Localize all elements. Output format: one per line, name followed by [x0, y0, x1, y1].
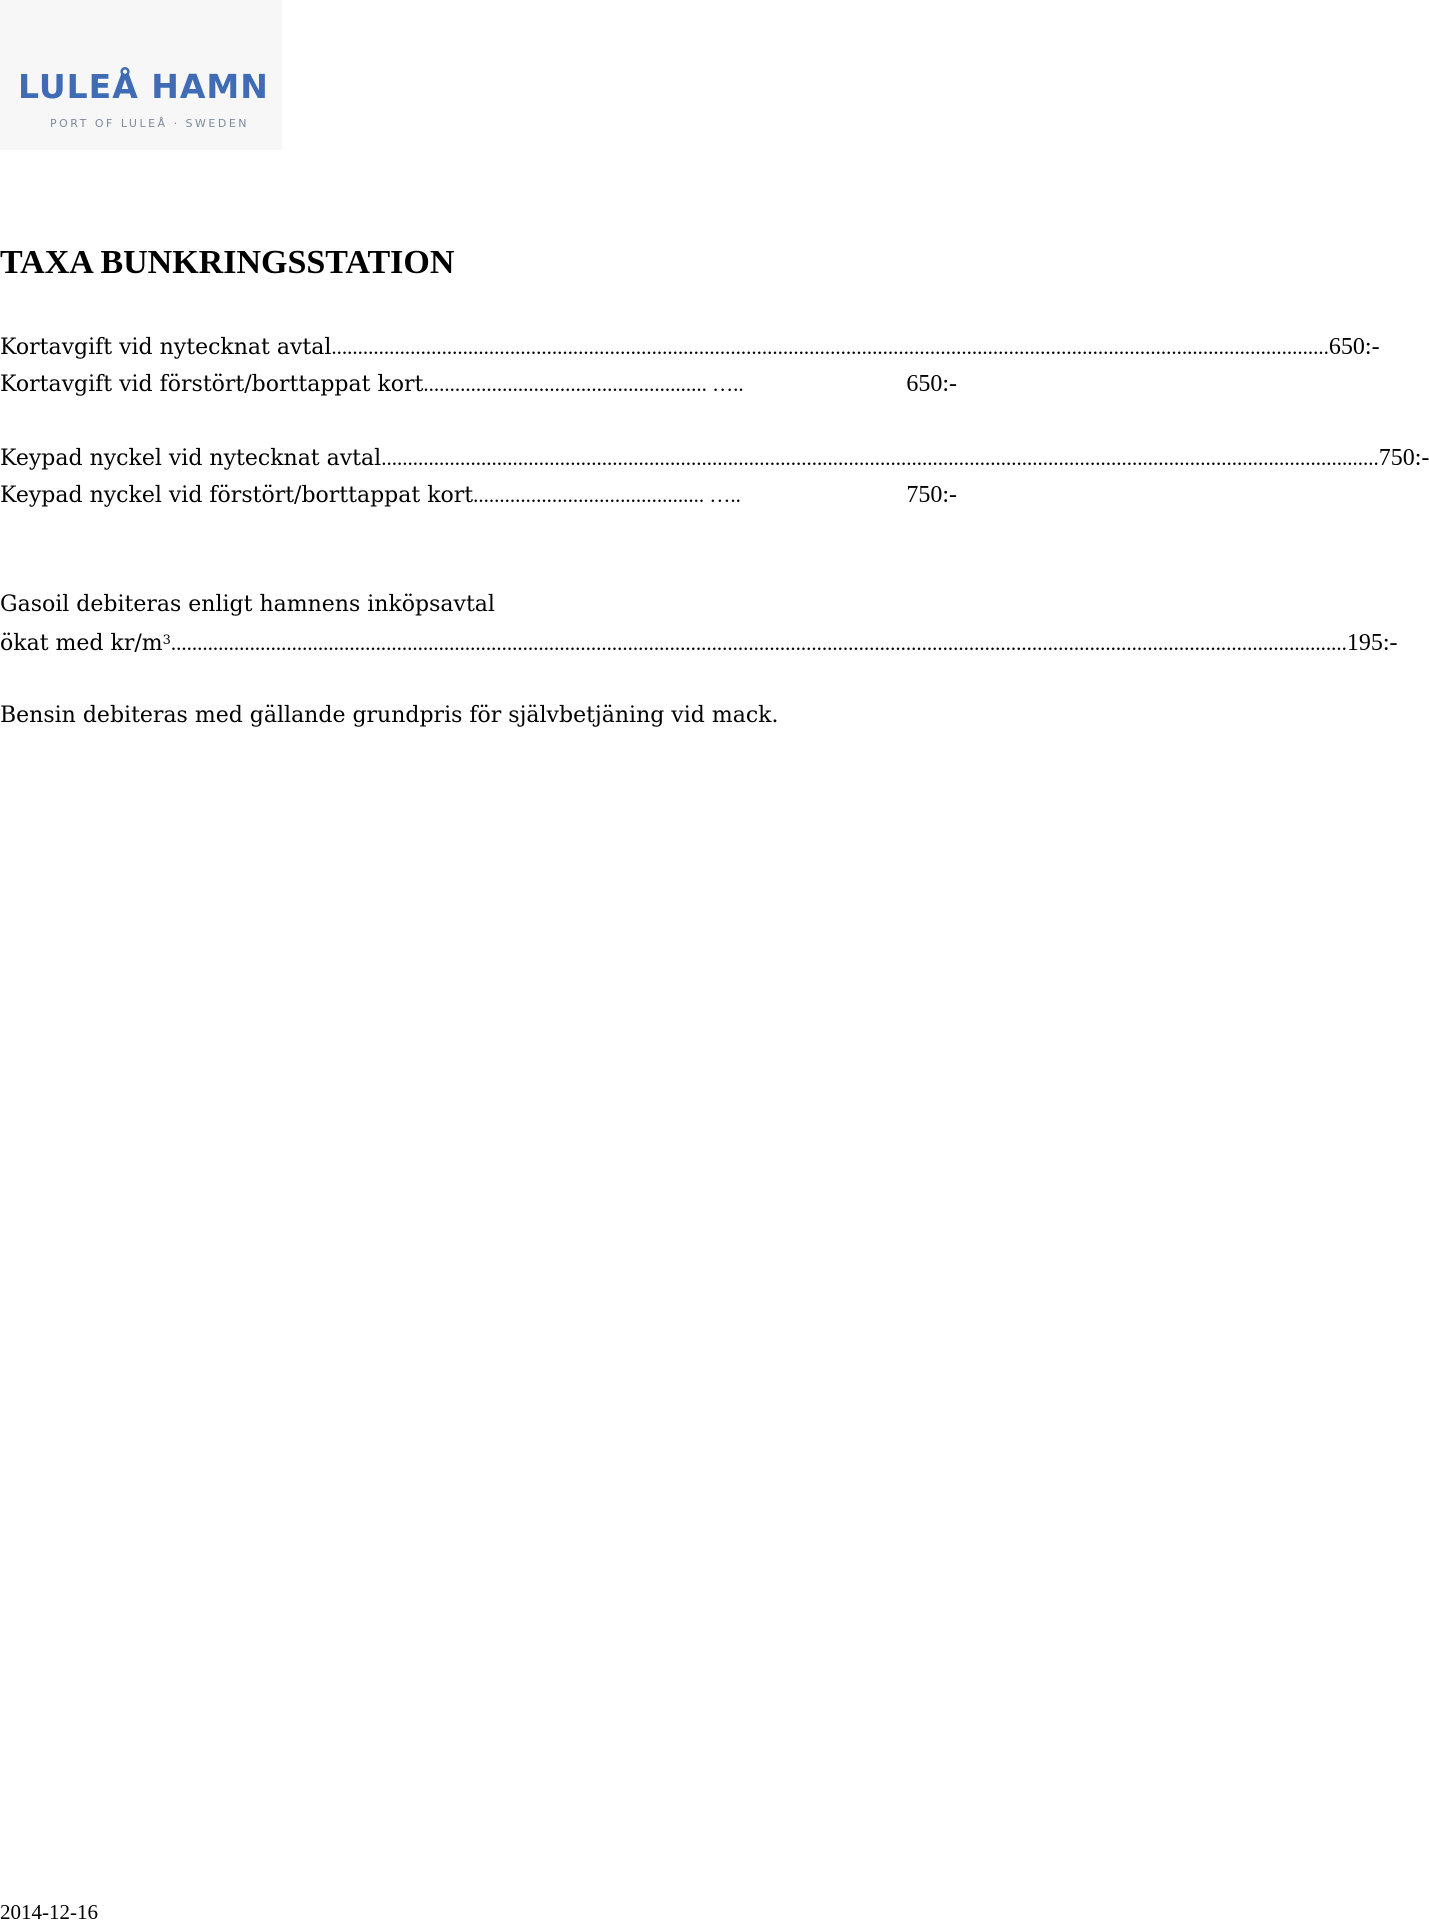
fee-label: Kortavgift vid nytecknat avtal: [0, 335, 332, 360]
superscript-3: 3: [162, 633, 171, 648]
fee-label: Keypad nyckel vid förstört/borttappat kort: [0, 483, 474, 508]
dot-leader: ...................................................... …..: [423, 372, 744, 396]
gasoil-label: [0, 631, 171, 657]
dot-leader: ............................................ …..: [473, 483, 741, 507]
fee-label: Keypad nyckel vid nytecknat avtal: [0, 446, 382, 471]
dot-leader: ..............................................................................................................................................................................................: [381, 446, 1379, 470]
logo-name: LULEÅ HAMN: [18, 67, 269, 106]
fee-row-keypad-new: [0, 444, 1429, 473]
fee-row-card-lost: [0, 370, 957, 399]
fee-price: 750:-: [1378, 445, 1429, 471]
gasoil-unit-text: ökat med kr/m: [0, 631, 163, 656]
dot-leader: ................................................................................................................................................................................................................................: [170, 631, 1347, 655]
fee-row-keypad-lost: [0, 481, 957, 510]
bensin-note: Bensin debiteras med gällande grundpris för självbetjäning vid mack.: [0, 703, 779, 728]
fee-price: 650:-: [906, 371, 957, 397]
dot-leader: ..............................................................................................................................................................................................: [331, 335, 1329, 359]
fee-row-card-new: [0, 333, 1380, 362]
fee-label: Kortavgift vid förstört/borttappat kort: [0, 372, 424, 397]
page-title: TAXA BUNKRINGSSTATION: [0, 244, 455, 281]
gasoil-row: [0, 629, 1398, 658]
fee-price: 750:-: [906, 482, 957, 508]
fee-price: 650:-: [1328, 334, 1380, 360]
logo-tagline: PORT OF LULEÅ · SWEDEN: [50, 117, 250, 130]
luleå-hamn-logo: [0, 0, 282, 150]
footer-date: 2014-12-16: [0, 1900, 98, 1924]
gasoil-price: 195:-: [1346, 630, 1398, 656]
gasoil-line1: Gasoil debiteras enligt hamnens inköpsavtal: [0, 592, 495, 617]
